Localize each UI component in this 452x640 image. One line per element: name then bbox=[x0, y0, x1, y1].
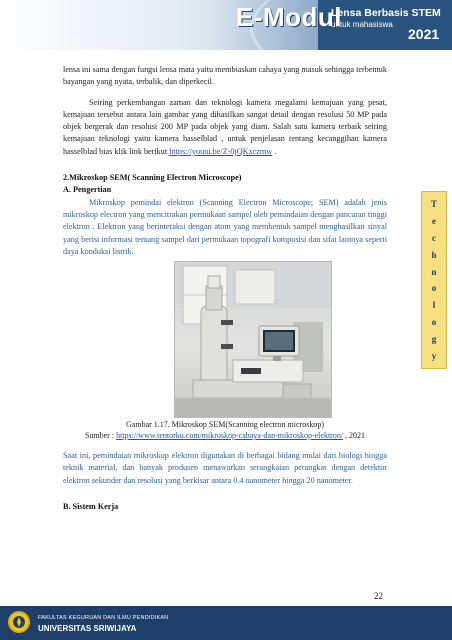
figure-source-label: Sumber : bbox=[84, 431, 117, 440]
university-seal-icon bbox=[8, 611, 30, 633]
paragraph-sem-definition: Mikroskop pemindai elektron (Scanning Electron Microscope; SEM) adalah jenis mikroskop electron yang mencitrakan permukaan sampel oleh pemindaian dengan pancaran tinggi elektron . Elektron yang berinteraksi dengan atom yang membentuk sampel menghasilkan sinyal yang berisi informasi tentang sampel dari permukaan topografi komposisi dan sifat lainnya seperti daya konduksi listrik. bbox=[63, 197, 387, 256]
paragraph-lens: lensa ini sama dengan fungsi lensa mata yaitu membiaskan cahaya yang masuk sehingga terbentuk bayangan yang nyata, terbalik, dan diperkecil. bbox=[63, 65, 387, 87]
footer-university: UNIVERSITAS SRIWIJAYA bbox=[38, 624, 137, 633]
figure-source bbox=[63, 430, 387, 441]
paragraph-camera-end: . bbox=[272, 146, 277, 156]
module-tagline: untuk mahasiswa bbox=[331, 20, 393, 29]
youtube-link[interactable]: https://youtu.be/Z-0jQKxczmw bbox=[169, 146, 273, 156]
side-tab-letter: n bbox=[431, 266, 437, 277]
side-tab-letter: y bbox=[431, 351, 437, 362]
module-title: E-Modul bbox=[236, 2, 343, 32]
module-subtitle: Lensa Berbasis STEM bbox=[331, 7, 441, 19]
side-tab-letter: o bbox=[431, 317, 437, 328]
paragraph-camera-text: Seiring perkembangan zaman dan teknologi kamera megalami kemajuan yang pesat, kemajuan tersebut antara lain gambar yang dihasilkan sangat detail dengan resolusi 50 MP pada objek bergerak dan resolusi 200 MP pada objek yang diam. Salah satu kamera terbaik seiring kemajuan teknologi yaitu kamera hasselblad , untuk penjelasan tentang kecanggihan kamera hasselblad bias klik link berikut bbox=[63, 97, 387, 156]
side-tab-letter: c bbox=[432, 232, 436, 243]
side-tab-letter: h bbox=[431, 249, 437, 260]
figure-caption: Gambar 1.17. Mikroskop SEM(Scanning electron microskop) bbox=[126, 420, 324, 429]
side-tab-letter: g bbox=[431, 334, 437, 345]
page-content-lower bbox=[63, 450, 387, 513]
side-tab-letter: l bbox=[432, 300, 436, 311]
module-year: 2021 bbox=[408, 26, 440, 42]
section-heading-sem: 2.Mikroskop SEM( Scanning Electron Microscope) bbox=[63, 173, 242, 183]
subheading-definition: A. Pengertian bbox=[63, 185, 112, 195]
page-footer bbox=[0, 606, 452, 640]
sem-microscope-illustration bbox=[175, 262, 331, 417]
page-content bbox=[63, 64, 387, 258]
paragraph-sem-usage: Saat ini, pemindaian mikroskop elektron digunakan di berbagai bidang mulai dari biologi hingga teknik material, dan banyak produsen menawarkan serangkaian perangkat dengan detektor elektron sekunder dan resolusi yang berkisar antara 0.4 nanometer hingga 20 nanometer. bbox=[63, 451, 387, 485]
side-tab-letter: o bbox=[431, 283, 437, 294]
figure-caption-block bbox=[63, 419, 387, 441]
technology-side-tab[interactable] bbox=[421, 191, 447, 369]
footer-faculty: FAKULTAS KEGURUAN DAN ILMU PENDIDIKAN bbox=[38, 615, 169, 621]
page-number: 22 bbox=[374, 591, 383, 601]
sem-microscope-photo bbox=[174, 261, 332, 418]
paragraph-camera bbox=[63, 97, 387, 158]
university-logo-icon bbox=[8, 611, 30, 633]
side-tab-letter: T bbox=[430, 198, 437, 209]
figure-source-link[interactable]: https://www.tentorku.com/mikroskop-cahaya-dan-mikroskop-elektron/ bbox=[116, 431, 344, 440]
figure-source-year: , 2021 bbox=[343, 431, 366, 440]
subheading-working-system: B. Sistem Kerja bbox=[63, 501, 119, 511]
side-tab-letter: e bbox=[432, 215, 436, 226]
